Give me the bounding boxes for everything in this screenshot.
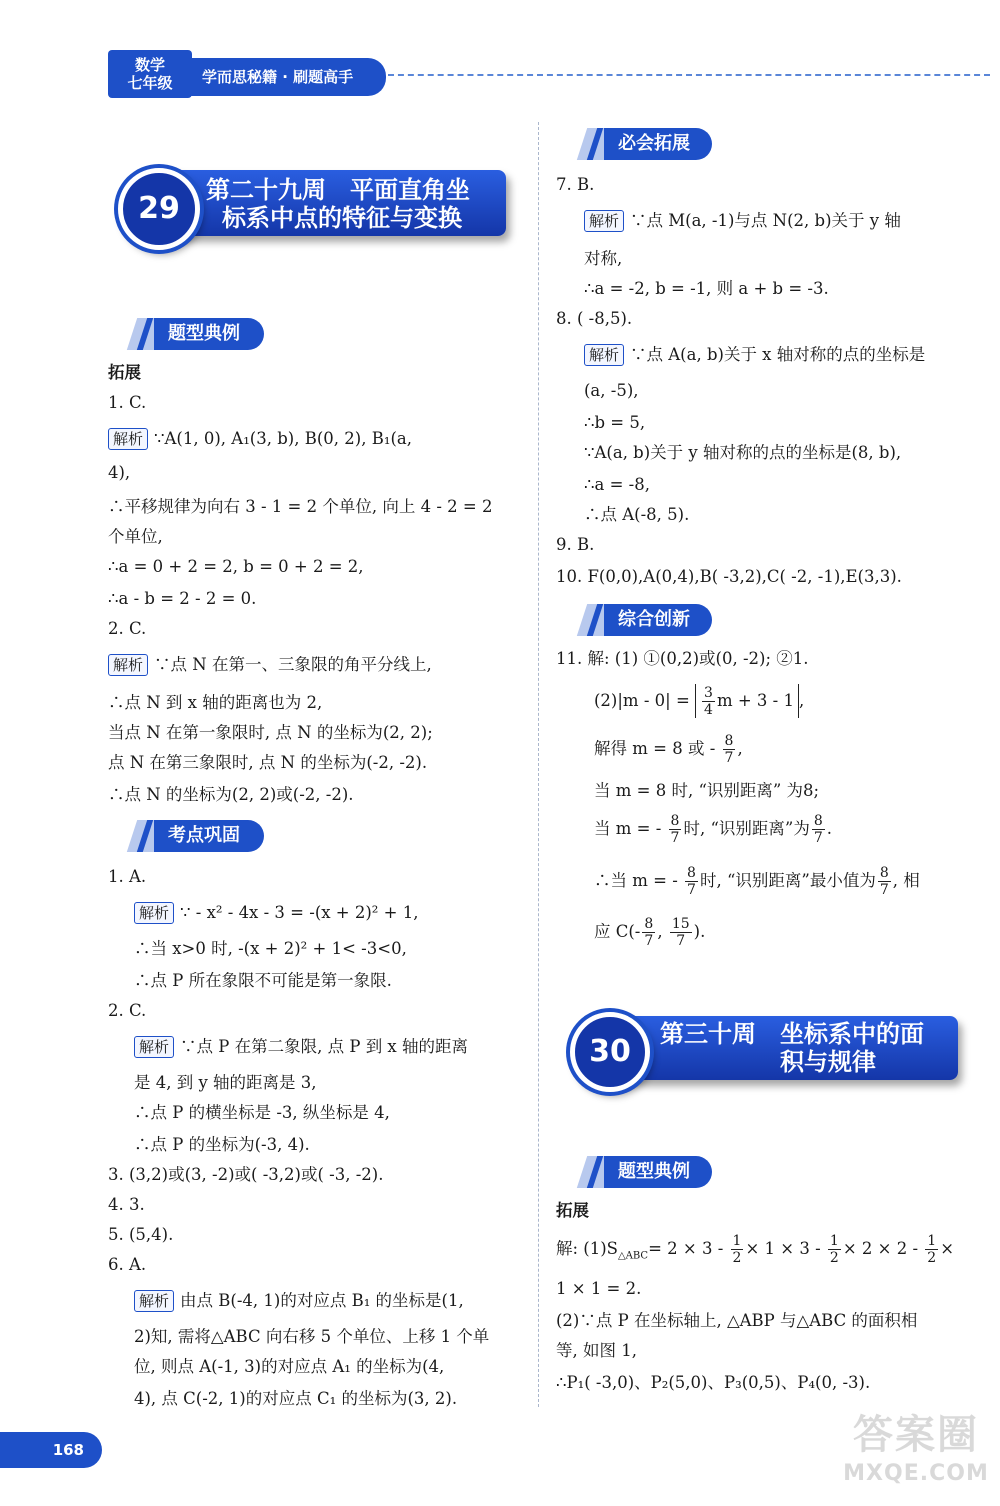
section-tag-must-expand-label: 必会拓展 [604,128,712,160]
answer-line [134,1036,468,1058]
fraction [723,733,736,766]
formula-line [594,864,920,898]
answer-line [584,210,901,232]
answer-line: 11. 解: (1) ①(0,2)或(0, -2); ②1. [556,649,809,668]
formula-line: 解得 m = 8 或 - $\frac{8}{7}$ , [594,733,743,766]
numerator: 1 [829,1233,839,1249]
fraction [731,1233,744,1266]
answer-line [108,428,412,450]
answer-line: 3. (3,2)或(3, -2)或( -3,2)或( -3, -2). [108,1165,384,1184]
answer-line [584,344,925,366]
watermark-bottom: MXQE.COM [843,1461,989,1486]
numerator: 15 [671,916,690,932]
fraction [828,1233,841,1266]
answer-line: 4), [108,463,131,482]
formula-text: × 1 × 3 - [745,1239,821,1258]
formula-text: × 2 × 2 - [842,1239,919,1258]
formula-text: 当 m = - [594,819,662,838]
analysis-label: 解析 [584,210,624,232]
formula-text: m + 3 - 1 [716,691,794,710]
answer-line: ∵A(a, b)关于 y 轴对称的点的坐标是(8, b), [584,443,902,462]
formula-text: 时, “识别距离”为 [683,819,810,838]
numerator: 8 [644,916,654,932]
numerator: 1 [927,1233,937,1249]
answer-line: 9. B. [556,535,595,554]
answer-line: ∴a = -2, b = -1, 则 a + b = -3. [584,279,829,298]
answer-line: 5. (5,4). [108,1225,174,1244]
answer-line: 点 N 在第三象限时, 点 N 的坐标为(-2, -2). [108,753,428,772]
numerator: 8 [687,865,696,881]
formula-text: , 相 [892,871,920,890]
denominator: 7 [813,830,823,846]
answer-line: ∴P₁( -3,0)、P₂(5,0)、P₃(0,5)、P₄(0, -3). [556,1373,871,1392]
section-tag-examples-label: 题型典例 [154,318,264,350]
answer-text: ∵点 N 在第一、三象限的角平分线上, [154,655,432,674]
formula-text: × [940,1239,955,1258]
answer-line: ∴点 P 所在象限不可能是第一象限. [134,971,392,990]
fraction [812,813,825,846]
section-tag-innovation-label: 综合创新 [604,604,712,636]
answer-line: ∴点 N 的坐标为(2, 2)或(-2, -2). [108,785,354,804]
answer-line: 2. C. [108,1001,147,1020]
analysis-label: 解析 [134,902,174,924]
subheading-expand-30: 拓展 [556,1201,589,1220]
subject-grade-badge [108,50,192,98]
formula-line: (2)|m - 0| = $\frac{3}{4}$ m + 3 - 1 , [594,685,805,718]
header-dashed-line [388,74,990,76]
denominator: 7 [644,933,654,949]
numerator: 8 [724,733,734,749]
fraction [878,865,891,898]
formula-text: ∴当 m = - [594,871,678,890]
analysis-label: 解析 [134,1290,174,1312]
answer-line: 个单位, [108,527,163,546]
section-tag-examples [132,318,264,350]
subject-label: 数学 [134,56,165,74]
section-tag-innovation [582,604,712,636]
answer-line: 1 × 1 = 2. [556,1279,642,1298]
answer-line: 10. F(0,0),A(0,4),B( -3,2),C( -2, -1),E(3,3). [556,567,902,586]
answer-line: 1. A. [108,867,147,886]
answer-text: ∵A(1, 0), A₁(3, b), B(0, 2), B₁(a, [154,429,412,448]
answer-line: 位, 则点 A(-1, 3)的对应点 A₁ 的坐标为(4, [134,1357,445,1376]
denominator: 7 [676,933,686,949]
chapter-30-title-line1: 第三十周 坐标系中的面 [660,1020,924,1048]
numerator: 8 [670,813,680,829]
fraction [685,865,698,898]
answer-line: 等, 如图 1, [556,1341,637,1360]
subheading-expand: 拓展 [108,363,141,382]
page-number: 168 [0,1432,102,1468]
fraction [702,685,715,718]
chapter-30-number: 30 [570,1012,650,1092]
analysis-label: 解析 [108,654,148,676]
section-tag-must-expand [582,128,712,160]
answer-line: ∴平移规律为向右 3 - 1 = 2 个单位, 向上 4 - 2 = 2 [108,497,493,516]
answer-line: ∴a = 0 + 2 = 2, b = 0 + 2 = 2, [108,557,364,576]
denominator: 2 [732,1250,742,1266]
answer-line: 4. 3. [108,1195,145,1214]
answer-line: ∴当 x>0 时, -(x + 2)² + 1< -3<0, [134,939,407,958]
answer-text: 由点 B(-4, 1)的对应点 B₁ 的坐标是(1, [180,1291,464,1310]
analysis-label: 解析 [108,428,148,450]
answer-line: ∴点 P 的横坐标是 -3, 纵坐标是 4, [134,1103,390,1122]
watermark-logo [836,1410,996,1500]
denominator: 7 [670,830,680,846]
numerator: 3 [704,685,713,701]
numerator: 8 [813,813,823,829]
answer-line: 8. ( -8,5). [556,309,633,328]
answer-line: ∴点 A(-8, 5). [584,505,690,524]
analysis-label: 解析 [134,1036,174,1058]
answer-line: ∴点 N 到 x 轴的距离也为 2, [108,693,323,712]
answer-line [108,654,432,676]
answer-line: ∴点 P 的坐标为(-3, 4). [134,1135,310,1154]
formula-line: 当 m = - $\frac{8}{7}$ 时, “识别距离”为 $\frac{8}{7}$ . [594,813,832,846]
fraction [925,1233,938,1266]
answer-text: ∵点 A(a, b)关于 x 轴对称的点的坐标是 [630,345,926,364]
grade-label: 七年级 [127,74,173,92]
answer-text: ∵点 P 在第二象限, 点 P 到 x 轴的距离 [180,1037,468,1056]
formula-text: (2)|m - 0| = [594,691,690,710]
answer-line: 6. A. [108,1255,147,1274]
answer-line: 2)知, 需将△ABC 向右移 5 个单位、上移 1 个单 [134,1327,490,1346]
numerator: 8 [879,865,889,881]
analysis-label: 解析 [584,344,624,366]
series-title: 学而思秘籍 · 刷题高手 [188,58,386,96]
formula-text: 解得 m = 8 或 - [594,739,716,758]
answer-line: (a, -5), [584,381,639,400]
denominator: 2 [829,1250,839,1266]
answer-line: 1. C. [108,393,147,412]
section-tag-consolidation-label: 考点巩固 [154,820,264,852]
fraction [670,916,692,949]
section-tag-examples-30-label: 题型典例 [604,1156,712,1188]
chapter-29-title-line2: 标系中点的特征与变换 [222,204,462,232]
answer-line: 2. C. [108,619,147,638]
formula-text: 时, “识别距离”最小值为 [699,871,876,890]
answer-line: 是 4, 到 y 轴的距离是 3, [134,1073,317,1092]
denominator: 2 [927,1250,937,1266]
formula-line: 应 C(- $\frac{8}{7}$ , $\frac{15}{7}$ ). [594,916,706,949]
answer-line: ∴a - b = 2 - 2 = 0. [108,589,257,608]
formula-text: = 2 × 3 - [648,1239,724,1258]
answer-line: ∴b = 5, [584,413,646,432]
column-divider [538,122,539,1407]
answer-text: ∵点 M(a, -1)与点 N(2, b)关于 y 轴 [630,211,901,230]
answer-line: 7. B. [556,175,595,194]
answer-line [134,1290,464,1312]
section-tag-consolidation [132,820,264,852]
denominator: 7 [687,882,696,898]
watermark-top: 答案圈 [853,1412,979,1458]
fraction [669,813,682,846]
formula-text: 应 C(- [594,922,641,941]
chapter-29-title-line1: 第二十九周 平面直角坐 [206,176,470,204]
chapter-29-number: 29 [118,168,200,250]
formula-text: 解: (1)S [556,1239,618,1258]
answer-line: 4), 点 C(-2, 1)的对应点 C₁ 的坐标为(3, 2). [134,1389,458,1408]
answer-line: 当 m = 8 时, “识别距离” 为8; [594,781,820,800]
denominator: 7 [724,750,734,766]
fraction [642,916,655,949]
answer-line: (2)∵点 P 在坐标轴上, △ABP 与△ABC 的面积相 [556,1311,918,1330]
section-tag-examples-30 [582,1156,712,1188]
answer-text: ∵ - x² - 4x - 3 = -(x + 2)² + 1, [180,903,419,922]
formula-line [556,1232,954,1273]
absolute-value [695,684,799,718]
answer-line: ∴a = -8, [584,475,650,494]
denominator: 4 [704,702,713,718]
formula-subscript: △ABC [617,1250,649,1262]
numerator: 1 [732,1233,742,1249]
answer-line: 当点 N 在第一象限时, 点 N 的坐标为(2, 2); [108,723,433,742]
answer-line: 对称, [584,249,623,268]
chapter-30-title-line2: 积与规律 [780,1048,876,1076]
answer-line [134,902,418,924]
denominator: 7 [879,882,889,898]
